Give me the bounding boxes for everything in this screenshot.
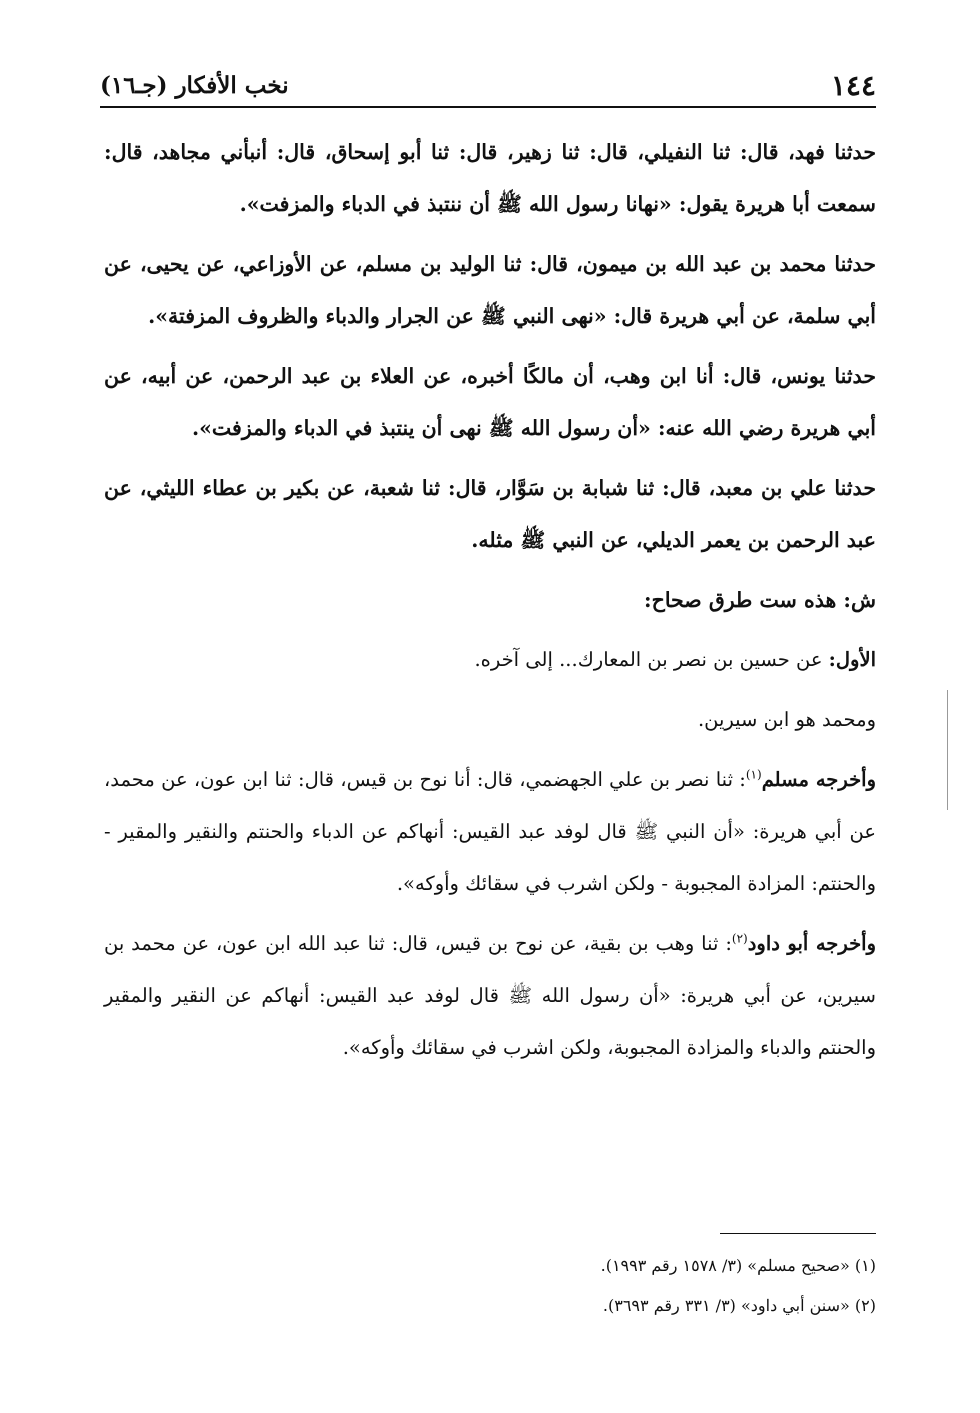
running-title: نخب الأفكار (جـ١٦) bbox=[100, 71, 289, 99]
page-header bbox=[100, 64, 876, 108]
page-number: ١٤٤ bbox=[830, 68, 876, 102]
paragraph-hadith-2 bbox=[104, 238, 876, 342]
footnote-2: (٢) «سنن أبي داود» (٣/ ٣٣١ رقم ٣٦٩٣). bbox=[602, 1296, 876, 1315]
commentary-narrator-note bbox=[104, 694, 876, 746]
footnote-ref[interactable]: (٢) bbox=[731, 931, 748, 946]
paragraph-hadith-4 bbox=[104, 462, 876, 566]
paragraph-hadith-1 bbox=[104, 126, 876, 230]
paragraph-text: : ثنا نصر بن علي الجهضمي، قال: أنا نوح بن قيس، قال: ثنا ابن عون، عن محمد، عن أبي هريرة: «أن النبي ﷺ قال لوفد عبد القيس: أنهاكم عن الدباء والحنتم والنقير والمقير - والحنتم: المزادة المجبوبة - ولكن اشرب في سقائك وأوكه». bbox=[104, 768, 876, 895]
paragraph-text: حدثنا يونس، قال: أنا ابن وهب، أن مالكًا أخبره، عن العلاء بن عبد الرحمن، عن أبيه، عن أبي هريرة رضي الله عنه: «أن رسول الله ﷺ نهى أن ينتبذ في الدباء والمزفت». bbox=[104, 364, 876, 440]
margin-line bbox=[947, 690, 948, 810]
commentary-abu-dawud bbox=[104, 918, 876, 1074]
paragraph-text: حدثنا محمد بن عبد الله بن ميمون، قال: ثنا الوليد بن مسلم، عن الأوزاعي، عن يحيى، عن أبي سلمة، عن أبي هريرة قال: «نهى النبي ﷺ عن الجرار والدباء والظروف المزفتة». bbox=[104, 252, 876, 328]
paragraph-text: عن حسين بن نصر بن المعارك... إلى آخره. bbox=[474, 648, 829, 671]
commentary-muslim bbox=[104, 754, 876, 910]
footnote-divider bbox=[720, 1233, 876, 1234]
paragraph-text: : ثنا وهب بن بقية، عن نوح بن قيس، قال: ثنا عبد الله ابن عون، عن محمد بن سيرين، عن أبي هريرة: «أن رسول الله ﷺ قال لوفد عبد القيس: أنهاكم عن النقير والمقير والحنتم والدباء والمزادة المجبوبة، ولكن اشرب في سقائك وأوكه». bbox=[104, 932, 876, 1059]
paragraph-text: حدثنا فهد، قال: ثنا النفيلي، قال: ثنا زهير، قال: ثنا أبو إسحاق، قال: أنبأني مجاهد، قال: سمعت أبا هريرة يقول: «نهانا رسول الله ﷺ أن ننتبذ في الدباء والمزفت». bbox=[104, 140, 876, 216]
footnote-1: (١) «صحيح مسلم» (٣/ ١٥٧٨ رقم ١٩٩٣). bbox=[600, 1256, 876, 1275]
commentary-first-chain bbox=[104, 634, 876, 686]
paragraph-lead: وأخرجه مسلم bbox=[761, 768, 876, 791]
footnotes bbox=[104, 1246, 876, 1326]
paragraph-text: حدثنا علي بن معبد، قال: ثنا شبابة بن سَوَّار، قال: ثنا شعبة، عن بكير بن عطاء الليثي، عن عبد الرحمن بن يعمر الديلي، عن النبي ﷺ مثله. bbox=[104, 476, 876, 552]
main-text bbox=[104, 126, 876, 1082]
paragraph-lead: وأخرجه أبو داود bbox=[747, 932, 876, 955]
paragraph-hadith-3 bbox=[104, 350, 876, 454]
paragraph-lead: الأول: bbox=[828, 648, 876, 671]
footnote-ref[interactable]: (١) bbox=[745, 767, 762, 782]
paragraph-text: ش: هذه ست طرق صحاح: bbox=[644, 588, 876, 612]
commentary-heading bbox=[104, 574, 876, 626]
paragraph-text: ومحمد هو ابن سيرين. bbox=[697, 708, 876, 731]
